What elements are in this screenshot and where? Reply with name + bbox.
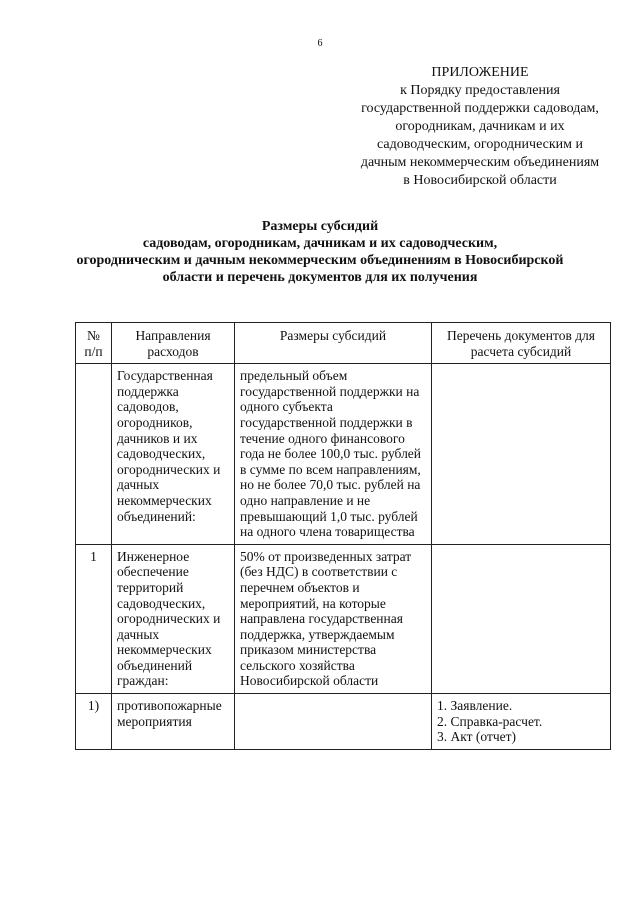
row-documents bbox=[432, 364, 611, 545]
table-row bbox=[76, 364, 611, 545]
document-title bbox=[60, 218, 580, 286]
title-line: Размеры субсидий bbox=[261, 219, 379, 234]
appendix-line: к Порядку предоставления bbox=[400, 83, 560, 98]
appendix-line: в Новосибирской области bbox=[403, 173, 557, 188]
row-size: 50% от произведенных затрат (без НДС) в соответствии с перечнем объектов и мероприятий, на которые направлена государственная поддержка, утверждаемым приказом министерства сельского хозяйства Новосибирской области bbox=[235, 544, 432, 693]
table-header-row bbox=[76, 323, 611, 364]
appendix-line: садоводческим, огородническим и bbox=[377, 137, 583, 152]
row-num: 1 bbox=[76, 544, 112, 693]
table-row bbox=[76, 544, 611, 693]
appendix-line: огородникам, дачникам и их bbox=[395, 119, 565, 134]
table-row bbox=[76, 694, 611, 750]
row-direction: Инженерное обеспечение территорий садоводческих, огороднических и дачных некоммерческих объединений граждан: bbox=[112, 544, 235, 693]
document-item: 2. Справка-расчет. bbox=[437, 713, 543, 729]
document-item: 1. Заявление. bbox=[437, 698, 513, 714]
appendix-line: дачным некоммерческим объединениям bbox=[360, 155, 600, 170]
header-documents: Перечень документов для расчета субсидий bbox=[432, 323, 611, 364]
appendix-heading: ПРИЛОЖЕНИЕ bbox=[431, 65, 529, 80]
title-line: области и перечень документов для их получения bbox=[162, 270, 478, 285]
row-direction: противопожарные мероприятия bbox=[112, 694, 235, 750]
row-size: предельный объем государственной поддержки на одного субъекта государственной поддержки в течение одного финансового года не более 100,0 тыс. рублей в сумме по всем направлениям, но не более 70,0 тыс. рублей на одно направление и не превышающий 1,0 тыс. рублей на одного члена товарищества bbox=[235, 364, 432, 545]
header-num: № п/п bbox=[76, 323, 112, 364]
title-line: огородническим и дачным некоммерческим объединениям в Новосибирской bbox=[76, 253, 564, 268]
header-direction: Направления расходов bbox=[112, 323, 235, 364]
row-num bbox=[76, 364, 112, 545]
row-documents bbox=[432, 544, 611, 693]
appendix-block bbox=[330, 64, 630, 190]
row-num: 1) bbox=[76, 694, 112, 750]
row-size bbox=[235, 694, 432, 750]
header-size: Размеры субсидий bbox=[235, 323, 432, 364]
subsidies-table bbox=[75, 322, 611, 750]
page-number: 6 bbox=[317, 38, 323, 49]
row-documents bbox=[432, 694, 611, 750]
row-direction: Государственная поддержка садоводов, огородников, дачников и их садоводческих, огороднических и дачных некоммерческих объединений: bbox=[112, 364, 235, 545]
title-line: садоводам, огородникам, дачникам и их садоводческим, bbox=[142, 236, 498, 251]
appendix-line: государственной поддержки садоводам, bbox=[361, 101, 599, 116]
document-item: 3. Акт (отчет) bbox=[437, 729, 517, 745]
